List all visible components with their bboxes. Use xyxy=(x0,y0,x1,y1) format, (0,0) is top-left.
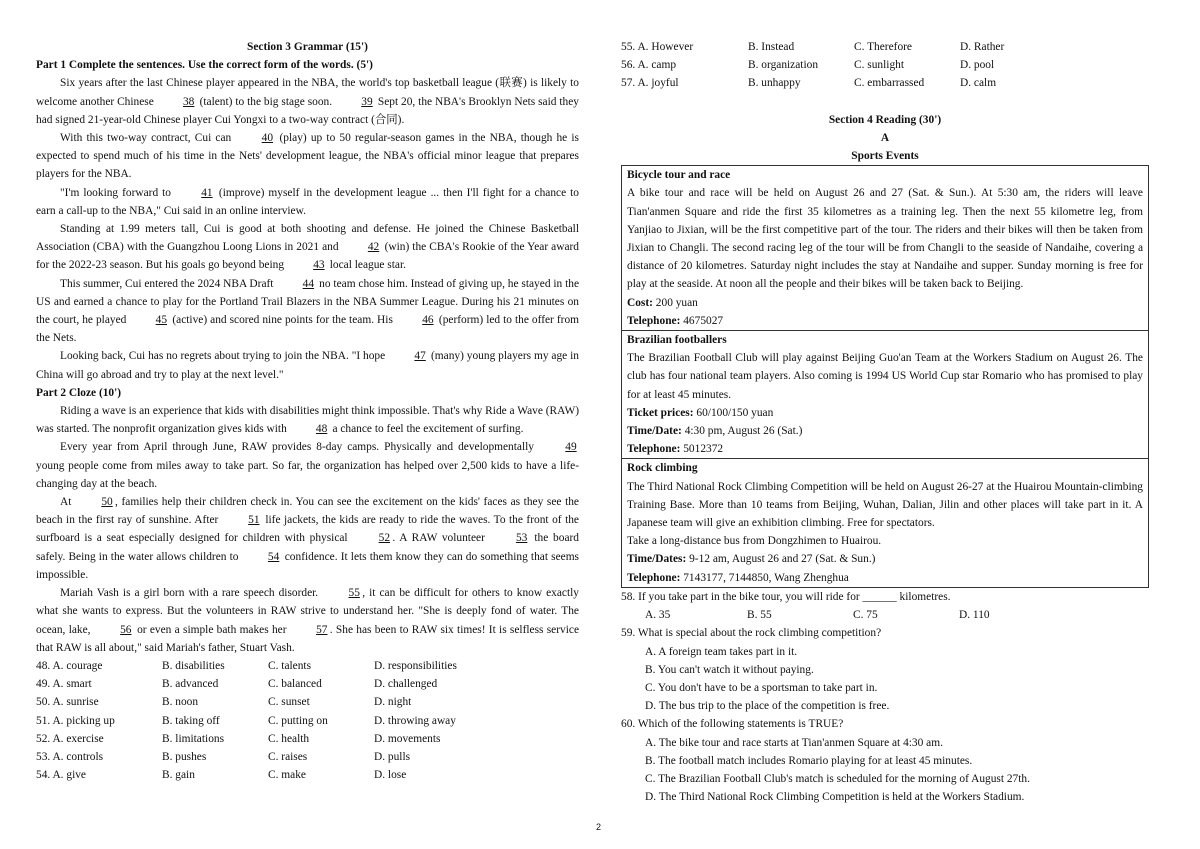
sports-events-table xyxy=(621,165,1149,588)
section4-title: Section 4 Reading (30') xyxy=(828,113,942,126)
blank-48[interactable]: 48 xyxy=(315,423,328,436)
option-55-d[interactable]: D. Rather xyxy=(960,41,1005,53)
option-55-c[interactable]: C. Therefore xyxy=(854,41,912,53)
option-54-d[interactable]: D. lose xyxy=(374,769,407,782)
event-detail: Ticket prices: 60/100/150 yuan xyxy=(627,406,774,419)
option-56-a[interactable]: 56. A. camp xyxy=(621,59,677,72)
right-column xyxy=(621,38,1149,806)
option-51-a[interactable]: 51. A. picking up xyxy=(36,714,115,727)
option-56-d[interactable]: D. pool xyxy=(960,59,995,72)
event-football xyxy=(622,331,1148,459)
event-title: Bicycle tour and race xyxy=(627,169,731,182)
grammar-paragraph-4: Standing at 1.99 meters tall, Cui is good at both shooting and defense. He joined the Chinese Basketball Association (CBA) with the Guangzhou Loong Lions in 2021 and 42 (win) the CBA's Rookie of the Year award for the 2022-23 season. But his goals go beyond being 43 local league star. xyxy=(36,220,579,275)
blank-42[interactable]: 42 xyxy=(367,241,380,254)
option-50-d[interactable]: D. night xyxy=(374,696,412,709)
blank-45[interactable]: 45 xyxy=(155,314,168,327)
option-52-d[interactable]: D. movements xyxy=(374,732,441,745)
option-54-b[interactable]: B. gain xyxy=(162,769,195,782)
question-stem: 59. What is special about the rock climbing competition? xyxy=(621,627,882,640)
blank-57[interactable]: 57 xyxy=(316,623,328,636)
option-55-b[interactable]: B. Instead xyxy=(748,41,795,53)
option-60-d[interactable]: D. The Third National Rock Climbing Competition is held at the Workers Stadium. xyxy=(645,791,1025,804)
option-49-a[interactable]: 49. A. smart xyxy=(36,678,92,691)
option-row-51 xyxy=(36,712,579,730)
grammar-paragraph-1: Six years after the last Chinese player appeared in the NBA, the world's top basketball league (联赛) is likely to welcome another Chinese 38 (talent) to the big stage soon. 39 Sept 20, the NBA's Brooklyn Nets said they had signed 21-year-old Chinese player Cui Yongxi to a two-way contract (合同). xyxy=(36,77,579,126)
left-column xyxy=(36,38,579,784)
blank-38[interactable]: 38 xyxy=(182,95,195,108)
event-extra: Take a long-distance bus from Dongzhimen to Huairou. xyxy=(627,535,882,548)
cloze-paragraph-3: At 50 , families help their children check in. You can see the excitement on the kids' faces as they see the beach in the first ray of sunshine. After 51 life jackets, the kids are ready to ride the waves. To the front of the surfboard is a seat especially designed for children with physical 52 . A RAW volunteer 53 the board safely. Being in the water allows children to 54 confidence. It lets them know they can do something that seems impossible. xyxy=(36,493,579,584)
event-title: Rock climbing xyxy=(627,462,698,475)
event-bicycle xyxy=(622,166,1148,331)
blank-50[interactable]: 50 xyxy=(101,496,113,509)
option-58-a[interactable]: A. 35 xyxy=(645,609,671,622)
blank-54[interactable]: 54 xyxy=(267,550,280,563)
passage-letter: A xyxy=(880,131,890,144)
blank-43[interactable]: 43 xyxy=(313,259,325,272)
option-52-c[interactable]: C. health xyxy=(268,732,310,745)
option-50-b[interactable]: B. noon xyxy=(162,696,199,709)
option-48-b[interactable]: B. disabilities xyxy=(162,659,225,672)
option-59-d[interactable]: D. The bus trip to the place of the competition is free. xyxy=(645,700,890,713)
option-57-b[interactable]: B. unhappy xyxy=(748,77,801,90)
option-50-a[interactable]: 50. A. sunrise xyxy=(36,696,99,709)
option-52-a[interactable]: 52. A. exercise xyxy=(36,732,104,745)
option-51-d[interactable]: D. throwing away xyxy=(374,714,456,727)
option-48-c[interactable]: C. talents xyxy=(268,659,312,672)
blank-51[interactable]: 51 xyxy=(248,514,260,527)
section3-title: Section 3 Grammar (15') xyxy=(247,41,368,53)
option-56-b[interactable]: B. organization xyxy=(748,59,819,72)
blank-40[interactable]: 40 xyxy=(261,132,274,145)
option-58-c[interactable]: C. 75 xyxy=(853,609,878,622)
cloze-paragraph-2: Every year from April through June, RAW provides 8-day camps. Physically and developmentally 49 young people come from miles away to take part. So far, the organization has helped over 2,500 kids to have a life-changing day at the beach. xyxy=(36,438,579,493)
grammar-paragraph-2: With this two-way contract, Cui can 40 (play) up to 50 regular-season games in the NBA, though he is expected to spend much of his time in the Nets' development league, the NBA's official minor league that prepares players for the NBA. xyxy=(36,129,579,184)
event-detail: Time/Date: 4:30 pm, August 26 (Sat.) xyxy=(627,425,803,438)
option-55-a[interactable]: 55. A. However xyxy=(621,41,694,53)
cloze-options-left xyxy=(36,657,579,784)
option-row-57 xyxy=(621,74,1149,92)
option-row-50 xyxy=(36,693,579,711)
event-detail: Time/Dates: 9-12 am, August 26 and 27 (Sat. & Sun.) xyxy=(627,553,876,566)
option-row-54 xyxy=(36,766,579,784)
blank-41[interactable]: 41 xyxy=(201,186,213,199)
option-56-c[interactable]: C. sunlight xyxy=(854,59,905,72)
option-53-d[interactable]: D. pulls xyxy=(374,750,411,763)
option-51-b[interactable]: B. taking off xyxy=(162,714,220,727)
option-row-52 xyxy=(36,730,579,748)
blank-46[interactable]: 46 xyxy=(422,314,434,327)
option-59-c[interactable]: C. You don't have to be a sportsman to take part in. xyxy=(645,681,878,694)
option-row-55 xyxy=(621,38,1149,56)
option-58-d[interactable]: D. 110 xyxy=(959,609,990,622)
option-48-d[interactable]: D. responsibilities xyxy=(374,659,457,672)
option-row-56 xyxy=(621,56,1149,74)
option-54-a[interactable]: 54. A. give xyxy=(36,769,86,782)
question-stem: 60. Which of the following statements is TRUE? xyxy=(621,718,844,731)
blank-55[interactable]: 55 xyxy=(348,587,360,600)
part2-title: Part 2 Cloze (10') xyxy=(36,386,122,399)
cloze-options-right xyxy=(621,38,1149,93)
event-title: Brazilian footballers xyxy=(627,334,727,347)
grammar-paragraph-5: This summer, Cui entered the 2024 NBA Draft 44 no team chose him. Instead of giving up, he stayed in the US and earned a chance to play for the Portland Trail Blazers in the NBA Summer League. During his 21 minutes on the court, he played 45 (active) and scored nine points for the team. His 46 (perform) led to the offer from the Nets. xyxy=(36,275,579,348)
blank-44[interactable]: 44 xyxy=(302,277,315,290)
option-48-a[interactable]: 48. A. courage xyxy=(36,659,103,672)
option-59-b[interactable]: B. You can't watch it without paying. xyxy=(645,663,814,676)
page-number: 2 xyxy=(596,822,602,832)
event-climbing xyxy=(622,459,1148,586)
option-49-d[interactable]: D. challenged xyxy=(374,678,438,691)
part1-title: Part 1 Complete the sentences. Use the correct form of the words. (5') xyxy=(36,59,373,72)
question-options xyxy=(621,606,1149,624)
event-body: The Brazilian Football Club will play against Beijing Guo'an Team at the Workers Stadium on August 26. The club has four national team players. Also coming is 1994 US World Cup star Romario who has promised to play for at least 45 minutes. xyxy=(627,352,1143,401)
question-60 xyxy=(621,715,1149,806)
passage-title: Sports Events xyxy=(851,150,919,163)
option-59-a[interactable]: A. A foreign team takes part in it. xyxy=(645,645,798,658)
option-49-c[interactable]: C. balanced xyxy=(268,678,322,691)
option-row-53 xyxy=(36,748,579,766)
option-50-c[interactable]: C. sunset xyxy=(268,696,310,709)
option-row-48 xyxy=(36,657,579,675)
blank-47[interactable]: 47 xyxy=(414,350,426,363)
option-57-a[interactable]: 57. A. joyful xyxy=(621,77,679,90)
grammar-paragraph-6: Looking back, Cui has no regrets about trying to join the NBA. "I hope 47 (many) young players my age in China will go abroad and try to play at the next level." xyxy=(36,347,579,383)
blank-39[interactable]: 39 xyxy=(361,95,373,108)
blank-52[interactable]: 52 xyxy=(378,532,391,545)
option-53-c[interactable]: C. raises xyxy=(268,750,308,763)
question-stem: 58. If you take part in the bike tour, you will ride for ______ kilometres. xyxy=(621,590,951,603)
option-57-c[interactable]: C. embarrassed xyxy=(854,77,925,90)
option-53-a[interactable]: 53. A. controls xyxy=(36,750,104,763)
option-60-a[interactable]: A. The bike tour and race starts at Tian'anmen Square at 4:30 am. xyxy=(645,736,943,749)
cloze-paragraph-1: Riding a wave is an experience that kids with disabilities might think impossible. That's why Ride a Wave (RAW) was started. The nonprofit organization gives kids with 48 a chance to feel the excitement of surfing. xyxy=(36,402,579,438)
event-body: A bike tour and race will be held on August 26 and 27 (Sat. & Sun.). At 5:30 am, the riders will leave Tian'anmen Square and ride the first 35 kilometres as a training leg. Then the next 55 kilometre leg, from Yanjiao to Jixian, will be the first competitive part of the tour. The riders and their bikes will then be taken from Jixian to Changli. The second racing leg of the tour will be from Changli to the seaside of Nandaihe, covering a distance of 20 kilometres. Saturday night includes the stay at Nandaihe and supper. Sunday morning is free for play at the seaside. At noon all the people and their bikes will be taken back to Beijing. xyxy=(627,187,1143,291)
option-51-c[interactable]: C. putting on xyxy=(268,714,328,727)
event-detail: Telephone: 4675027 xyxy=(627,314,724,327)
event-detail: Telephone: 7143177, 7144850, Wang Zhenghua xyxy=(627,571,849,584)
event-detail: Telephone: 5012372 xyxy=(627,443,724,456)
event-detail: Cost: 200 yuan xyxy=(627,296,698,309)
grammar-paragraph-3: "I'm looking forward to 41 (improve) myself in the development league ... then I'll fight for a chance to earn a call-up to the NBA," Cui said in an online interview. xyxy=(36,184,579,220)
option-60-c[interactable]: C. The Brazilian Football Club's match is scheduled for the morning of August 27th. xyxy=(645,772,1030,785)
option-row-49 xyxy=(36,675,579,693)
option-54-c[interactable]: C. make xyxy=(268,769,306,782)
event-body: The Third National Rock Climbing Competition will be held on August 26-27 at the Huairou Mountain-climbing Training Base. More than 10 teams from Beijing, Wuhan, Dalian, Jilin and other places will take part in it. A Japanese team will give an exhibition climbing. Free for spectators. xyxy=(627,480,1143,530)
blank-49[interactable]: 49 xyxy=(565,441,577,454)
question-58 xyxy=(621,588,1149,624)
question-59 xyxy=(621,624,1149,715)
option-60-b[interactable]: B. The football match includes Romario playing for at least 45 minutes. xyxy=(645,754,973,767)
cloze-paragraph-4: Mariah Vash is a girl born with a rare speech disorder. 55 , it can be difficult for others to know exactly what she wants to express. But the volunteers in RAW strive to understand her. "She is deeply fond of water. The ocean, lake, 56 or even a simple bath makes her 57 . She has been to RAW six times! It is selfless service that RAW is all about," said Mariah's father, Stuart Vash. xyxy=(36,584,579,657)
option-58-b[interactable]: B. 55 xyxy=(747,609,772,622)
blank-56[interactable]: 56 xyxy=(120,623,132,636)
option-53-b[interactable]: B. pushes xyxy=(162,750,207,763)
option-57-d[interactable]: D. calm xyxy=(960,77,997,90)
blank-53[interactable]: 53 xyxy=(515,532,528,545)
option-49-b[interactable]: B. advanced xyxy=(162,678,219,691)
option-52-b[interactable]: B. limitations xyxy=(162,732,225,745)
